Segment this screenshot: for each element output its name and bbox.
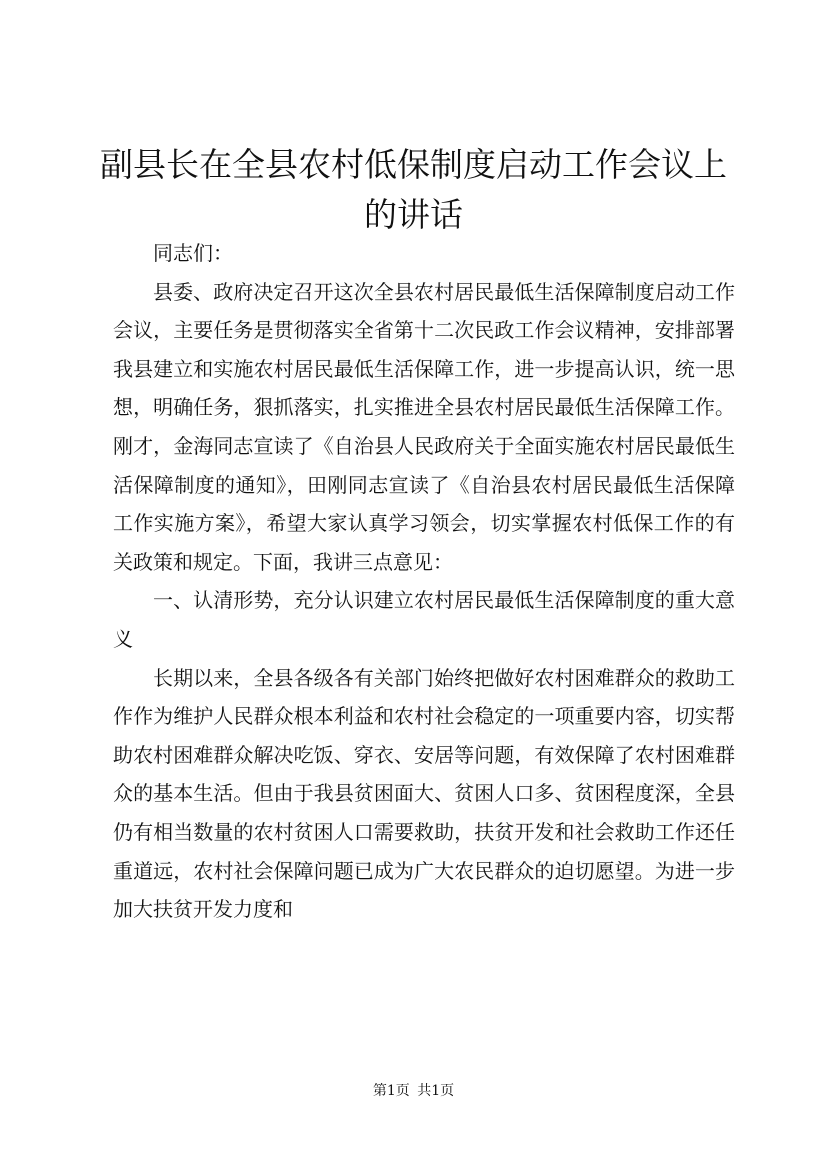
intro-paragraph: 县委、政府决定召开这次全县农村居民最低生活保障制度启动工作会议，主要任务是贯彻落实全省第十二次民政工作会议精神，安排部署我县建立和实施农村居民最低生活保障工作，进一步提高认识，统一思想，明确任务，狠抓落实，扎实推进全县农村居民最低生活保障工作。刚才，金海同志宣读了《自治县人民政府关于全面实施农村居民最低生活保障制度的通知》，田刚同志宣读了《自治县农村居民最低生活保障工作实施方案》，希望大家认真学习领会，切实掌握农村低保工作的有关政策和规定。下面，我讲三点意见： [113, 279, 735, 574]
page-footer: 第1页 共1页 [372, 1083, 455, 1099]
document-body [113, 234, 735, 929]
section-heading: 一、认清形势，充分认识建立农村居民最低生活保障制度的重大意义 [113, 588, 735, 651]
salutation-paragraph: 同志们： [153, 241, 233, 265]
document-title: 副县长在全县农村低保制度启动工作会议上的讲话 [100, 145, 727, 234]
body-paragraph: 长期以来，全县各级各有关部门始终把做好农村困难群众的救助工作作为维护人民群众根本利益和农村社会稳定的一项重要内容，切实帮助农村困难群众解决吃饭、穿衣、安居等问题，有效保障了农村困难群众的基本生活。但由于我县贫困面大、贫困人口多、贫困程度深，全县仍有相当数量的农村贫困人口需要救助，扶贫开发和社会救助工作还任重道远，农村社会保障问题已成为广大农民群众的迫切愿望。为进一步加大扶贫开发力度和 [113, 665, 735, 922]
